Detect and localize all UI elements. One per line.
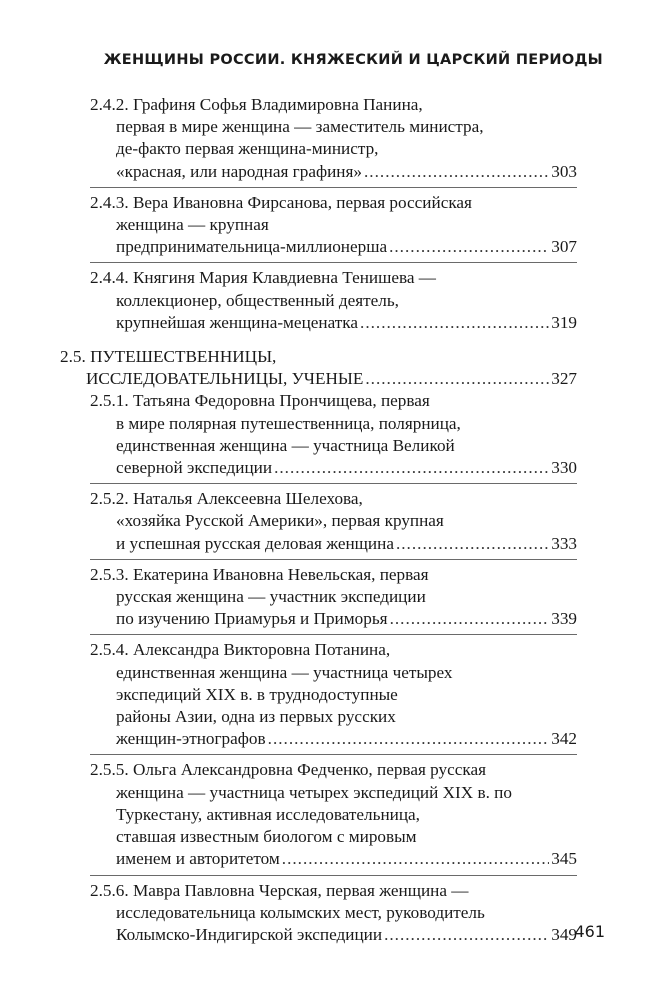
page-number: 349 [551,924,577,944]
entry-divider [90,559,577,560]
dot-leader [274,457,549,479]
entry-line: Туркестану, активная исследовательница, [116,804,420,824]
entry-divider [90,262,577,263]
entry-divider [90,187,577,188]
entry-line: де-факто первая женщина-министр, [116,139,379,159]
page-number: 307 [551,237,577,257]
toc-entry-2-5-1[interactable] [90,390,577,479]
entry-line: 2.5.6. Мавра Павловна Черская, первая женщина — [90,880,469,900]
entry-line: единственная женщина — участница Великой [116,435,455,455]
entry-divider [90,483,577,484]
page-number: 330 [551,458,577,478]
entry-line: первая в мире женщина — заместитель министра, [116,117,484,137]
toc-entry-2-4-3[interactable] [90,192,577,259]
toc-entry-2-5-5[interactable] [90,759,577,870]
toc-entry-2-5-2[interactable] [90,488,577,555]
entry-line: «красная, или народная графиня» ..... 303 [116,161,577,183]
entry-line: исследовательница колымских мест, руководитель [116,902,485,922]
toc-entry-2-4-2[interactable] [90,94,577,183]
entry-line: 2.4.2. Графиня Софья Владимировна Панина, [90,95,423,114]
entry-line: женщина — участница четырех экспедиций XIX в. по [116,782,512,802]
page-folio: 461 [574,922,605,941]
entry-line: экспедиций XIX в. в труднодоступные [116,684,398,704]
entry-line: именем и авторитетом ..... 345 [116,848,577,870]
entry-line: 2.5.2. Наталья Алексеевна Шелехова, [90,489,363,509]
page-number: 327 [551,369,577,389]
dot-leader [364,161,549,183]
page-number: 333 [551,533,577,553]
toc-entry-2-5-4[interactable] [90,639,577,750]
entry-line: крупнейшая женщина-меценатка ..... 319 [116,312,577,334]
entry-line: и успешная русская деловая женщина ..... 333 [116,533,577,555]
dot-leader [282,848,549,870]
entry-line: единственная женщина — участница четырех [116,662,453,682]
entry-line: 2.5.5. Ольга Александровна Федченко, первая русская [90,760,486,780]
dot-leader [396,533,549,555]
entry-line: Колымско-Индигирской экспедиции ..... 349 [116,924,577,946]
entry-line: ИССЛЕДОВАТЕЛЬНИЦЫ, УЧЕНЫЕ ..... 327 [86,368,577,390]
entry-divider [90,634,577,635]
dot-leader [384,924,549,946]
page-number: 342 [551,729,577,749]
page-number: 319 [551,312,577,332]
table-of-contents [60,94,577,946]
running-head: ЖЕНЩИНЫ РОССИИ. КНЯЖЕСКИЙ И ЦАРСКИЙ ПЕРИОДЫ [103,52,603,68]
toc-entry-2-4-4[interactable] [90,267,577,334]
entry-line: русская женщина — участник экспедиции [116,587,426,607]
entry-line: 2.5.1. Татьяна Федоровна Прончищева, первая [90,391,430,411]
dot-leader [389,236,549,258]
toc-entry-2-5-6[interactable] [90,880,577,947]
dot-leader [365,368,549,390]
entry-line: женщин-этнографов ..... 342 [116,728,577,750]
entry-line: «хозяйка Русской Америки», первая крупная [116,511,444,531]
page-number: 303 [551,161,577,181]
entry-line: по изучению Приамурья и Приморья ..... 339 [116,608,577,630]
entry-line: 2.5.3. Екатерина Ивановна Невельская, первая [90,564,429,584]
entry-divider [90,875,577,876]
page-number: 339 [551,609,577,629]
page-number: 345 [551,849,577,869]
toc-section-2-5[interactable] [60,346,577,390]
entry-line: в мире полярная путешественница, полярница, [116,413,461,433]
entry-line: коллекционер, общественный деятель, [116,290,399,310]
entry-line: предпринимательница-миллионерша ..... 307 [116,236,577,258]
dot-leader [268,728,550,750]
dot-leader [390,608,550,630]
entry-line: районы Азии, одна из первых русских [116,707,396,727]
entry-line: ставшая известным биологом с мировым [116,827,417,847]
entry-line: 2.5.4. Александра Викторовна Потанина, [90,640,391,660]
entry-line: северной экспедиции ..... 330 [116,457,577,479]
toc-entry-2-5-3[interactable] [90,564,577,631]
entry-line: 2.4.4. Княгиня Мария Клавдиевна Тенишева — [90,268,436,288]
entry-line: 2.5. ПУТЕШЕСТВЕННИЦЫ, [60,347,277,367]
entry-line: 2.4.3. Вера Ивановна Фирсанова, первая российская [90,192,472,212]
dot-leader [360,312,549,334]
entry-divider [90,754,577,755]
entry-line: женщина — крупная [116,215,269,235]
